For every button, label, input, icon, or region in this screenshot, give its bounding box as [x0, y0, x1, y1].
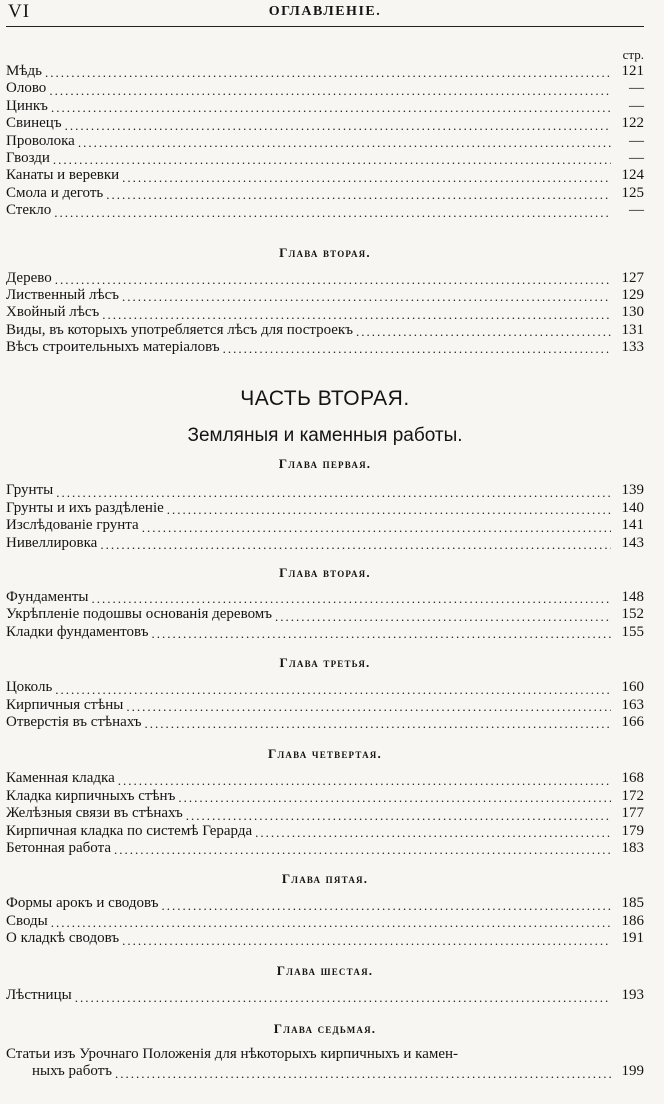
running-header [6, 0, 644, 27]
chapter-heading: Глава четвертая. [268, 746, 382, 762]
dot-leader [122, 290, 611, 304]
entry-page: 186 [621, 912, 644, 929]
dot-leader [161, 899, 611, 913]
toc-entry [6, 535, 644, 552]
toc-entry [6, 624, 644, 641]
toc-entry [6, 840, 644, 857]
toc-entry [6, 304, 644, 321]
dot-leader [91, 592, 611, 606]
page-column-label: стр. [622, 47, 644, 62]
entry-title: Стекло [6, 202, 52, 219]
toc-entry [6, 988, 644, 1005]
toc-entry [6, 500, 644, 517]
dot-leader [65, 119, 611, 133]
page-title: ОГЛАВЛЕНІЕ. [268, 4, 382, 19]
dot-leader [54, 206, 611, 220]
toc-entry [6, 270, 644, 287]
entry-title: Грунты [6, 482, 54, 499]
dot-leader [167, 503, 611, 517]
dot-leader [275, 610, 611, 624]
dot-leader [126, 700, 611, 714]
entry-title: Лѣстницы [6, 987, 72, 1004]
toc-chapter-2 [6, 589, 644, 641]
dot-leader [78, 136, 611, 150]
entry-page: — [629, 80, 644, 97]
toc-entry [6, 805, 644, 822]
entry-title: Каменная кладка [6, 770, 115, 787]
dot-leader [49, 84, 611, 98]
entry-page: 148 [621, 589, 644, 606]
dot-leader [255, 826, 611, 840]
dot-leader [356, 325, 611, 339]
toc-entry [6, 202, 644, 219]
dot-leader [56, 486, 611, 500]
entry-page: — [629, 202, 644, 219]
chapter-heading: Глава третья. [279, 655, 371, 671]
toc-entry [6, 913, 644, 930]
dot-leader [51, 101, 611, 115]
entry-title: О кладкѣ сводовъ [6, 930, 120, 947]
part-heading: ЧАСТЬ ВТОРАЯ. [240, 387, 410, 411]
dot-leader [75, 991, 611, 1005]
entry-title: Канаты и веревки [6, 167, 120, 184]
toc-entry [6, 287, 644, 304]
entry-title: Цоколь [6, 679, 53, 696]
entry-title: Виды, въ которыхъ употребляется лѣсъ для построекъ [6, 321, 353, 338]
toc-entry [6, 697, 644, 714]
toc-entry [6, 115, 644, 132]
dot-leader [114, 843, 611, 857]
entry-page: 179 [621, 822, 644, 839]
entry-page: 139 [621, 482, 644, 499]
toc-entry [6, 517, 644, 534]
dot-leader [106, 188, 611, 202]
entry-page: 183 [621, 839, 644, 856]
dot-leader [115, 1067, 611, 1081]
toc-chapter-3 [6, 679, 644, 731]
entry-title: Изслѣдованіе грунта [6, 517, 139, 534]
toc-entry [6, 714, 644, 731]
entry-title: Хвойный лѣсъ [6, 304, 100, 321]
entry-title: Желѣзныя связи въ стѣнахъ [6, 805, 183, 822]
entry-page: 140 [621, 499, 644, 516]
dot-leader [55, 683, 611, 697]
toc-entry [6, 98, 644, 115]
entry-title: Бетонная работа [6, 839, 111, 856]
entry-title: Грунты и ихъ раздѣленіе [6, 499, 164, 516]
toc-entry [6, 589, 644, 606]
entry-title: Мѣдь [6, 62, 42, 79]
toc-entry [6, 63, 644, 80]
dot-leader [51, 916, 611, 930]
dot-leader [142, 521, 611, 535]
toc-entry [6, 606, 644, 623]
dot-leader [178, 791, 611, 805]
entry-title-line-2-row [6, 1063, 644, 1080]
entry-page: 177 [621, 805, 644, 822]
entry-title: Олово [6, 80, 47, 97]
toc-group-wood [6, 270, 644, 357]
entry-page: 141 [621, 517, 644, 534]
entry-title-line-1: Статьи изъ Урочнаго Положенія для нѣкоторыхъ кирпичныхъ и камен- [6, 1045, 459, 1062]
dot-leader [45, 66, 611, 80]
toc-entry [6, 339, 644, 356]
entry-title: Фундаменты [6, 589, 89, 606]
entry-title-line-2: ныхъ работъ [32, 1063, 112, 1080]
toc-entry [6, 482, 644, 499]
entry-page: 152 [621, 606, 644, 623]
entry-page: 131 [621, 321, 644, 338]
entry-title: Своды [6, 912, 48, 929]
dot-leader [122, 171, 611, 185]
dot-leader [145, 717, 611, 731]
entry-page: 129 [621, 286, 644, 303]
dot-leader [100, 538, 611, 552]
dot-leader [53, 153, 611, 167]
toc-entry [6, 133, 644, 150]
entry-page: 127 [621, 269, 644, 286]
entry-title: Кладки фундаментовъ [6, 623, 149, 640]
entry-page: — [629, 132, 644, 149]
toc-entry [6, 322, 644, 339]
entry-title: Дерево [6, 269, 52, 286]
entry-page: 124 [621, 167, 644, 184]
dot-leader [55, 273, 611, 287]
dot-leader [186, 809, 611, 823]
dot-leader [118, 774, 611, 788]
entry-title: Укрѣпленіе подошвы основанія деревомъ [6, 606, 273, 623]
entry-title: Кирпичныя стѣны [6, 696, 124, 713]
entry-title: Смола и деготь [6, 184, 104, 201]
chapter-heading: Глава пятая. [281, 871, 369, 887]
entry-page: — [629, 149, 644, 166]
entry-page: 143 [621, 534, 644, 551]
entry-title: Проволока [6, 132, 75, 149]
entry-page: 163 [621, 696, 644, 713]
entry-title: Цинкъ [6, 97, 48, 114]
entry-title: Кладка кирпичныхъ стѣнъ [6, 787, 176, 804]
entry-title: Гвозди [6, 149, 50, 166]
entry-page: 185 [621, 895, 644, 912]
entry-title: Вѣсъ строительныхъ матеріаловъ [6, 339, 220, 356]
toc-entry [6, 679, 644, 696]
toc-entry [6, 788, 644, 805]
entry-title: Отверстія въ стѣнахъ [6, 713, 142, 730]
dot-leader [102, 308, 611, 322]
toc-entry-multiline [6, 1046, 644, 1081]
page-number: VI [8, 1, 31, 22]
toc-chapter-6 [6, 988, 644, 1005]
entry-page: 191 [621, 930, 644, 947]
toc-entry [6, 80, 644, 97]
chapter-heading: Глава первая. [278, 456, 372, 472]
toc-chapter-4 [6, 770, 644, 857]
entry-title: Формы арокъ и сводовъ [6, 895, 159, 912]
chapter-heading: Глава седьмая. [273, 1020, 377, 1036]
entry-title: Лиственный лѣсъ [6, 286, 120, 303]
toc-chapter-5 [6, 895, 644, 947]
entry-page: 155 [621, 623, 644, 640]
entry-page: 122 [621, 115, 644, 132]
entry-title: Кирпичная кладка по системѣ Герарда [6, 822, 253, 839]
entry-title: Нивеллировка [6, 534, 98, 551]
chapter-heading: Глава вторая. [279, 565, 371, 581]
entry-page: 130 [621, 304, 644, 321]
entry-page: — [629, 97, 644, 114]
entry-page: 121 [621, 62, 644, 79]
toc-entry [6, 930, 644, 947]
toc-entry [6, 895, 644, 912]
entry-title: Свинецъ [6, 115, 62, 132]
toc-entry [6, 150, 644, 167]
dot-leader [152, 627, 611, 641]
toc-entry [6, 185, 644, 202]
toc-entry [6, 823, 644, 840]
entry-page: 133 [621, 339, 644, 356]
entry-page: 160 [621, 679, 644, 696]
dot-leader [122, 934, 611, 948]
entry-page: 125 [621, 184, 644, 201]
section-heading: Земляныя и каменныя работы. [187, 425, 463, 447]
entry-page: 166 [621, 713, 644, 730]
dot-leader [223, 342, 611, 356]
entry-page: 168 [621, 770, 644, 787]
toc-entry [6, 770, 644, 787]
toc-chapter-1 [6, 482, 644, 552]
chapter-heading: Глава шестая. [276, 962, 374, 978]
entry-page: 172 [621, 787, 644, 804]
entry-page: 199 [621, 1063, 644, 1080]
toc-entry [6, 167, 644, 184]
entry-page: 193 [621, 987, 644, 1004]
chapter-heading: Глава вторая. [279, 244, 371, 260]
toc-group-materials [6, 63, 644, 220]
